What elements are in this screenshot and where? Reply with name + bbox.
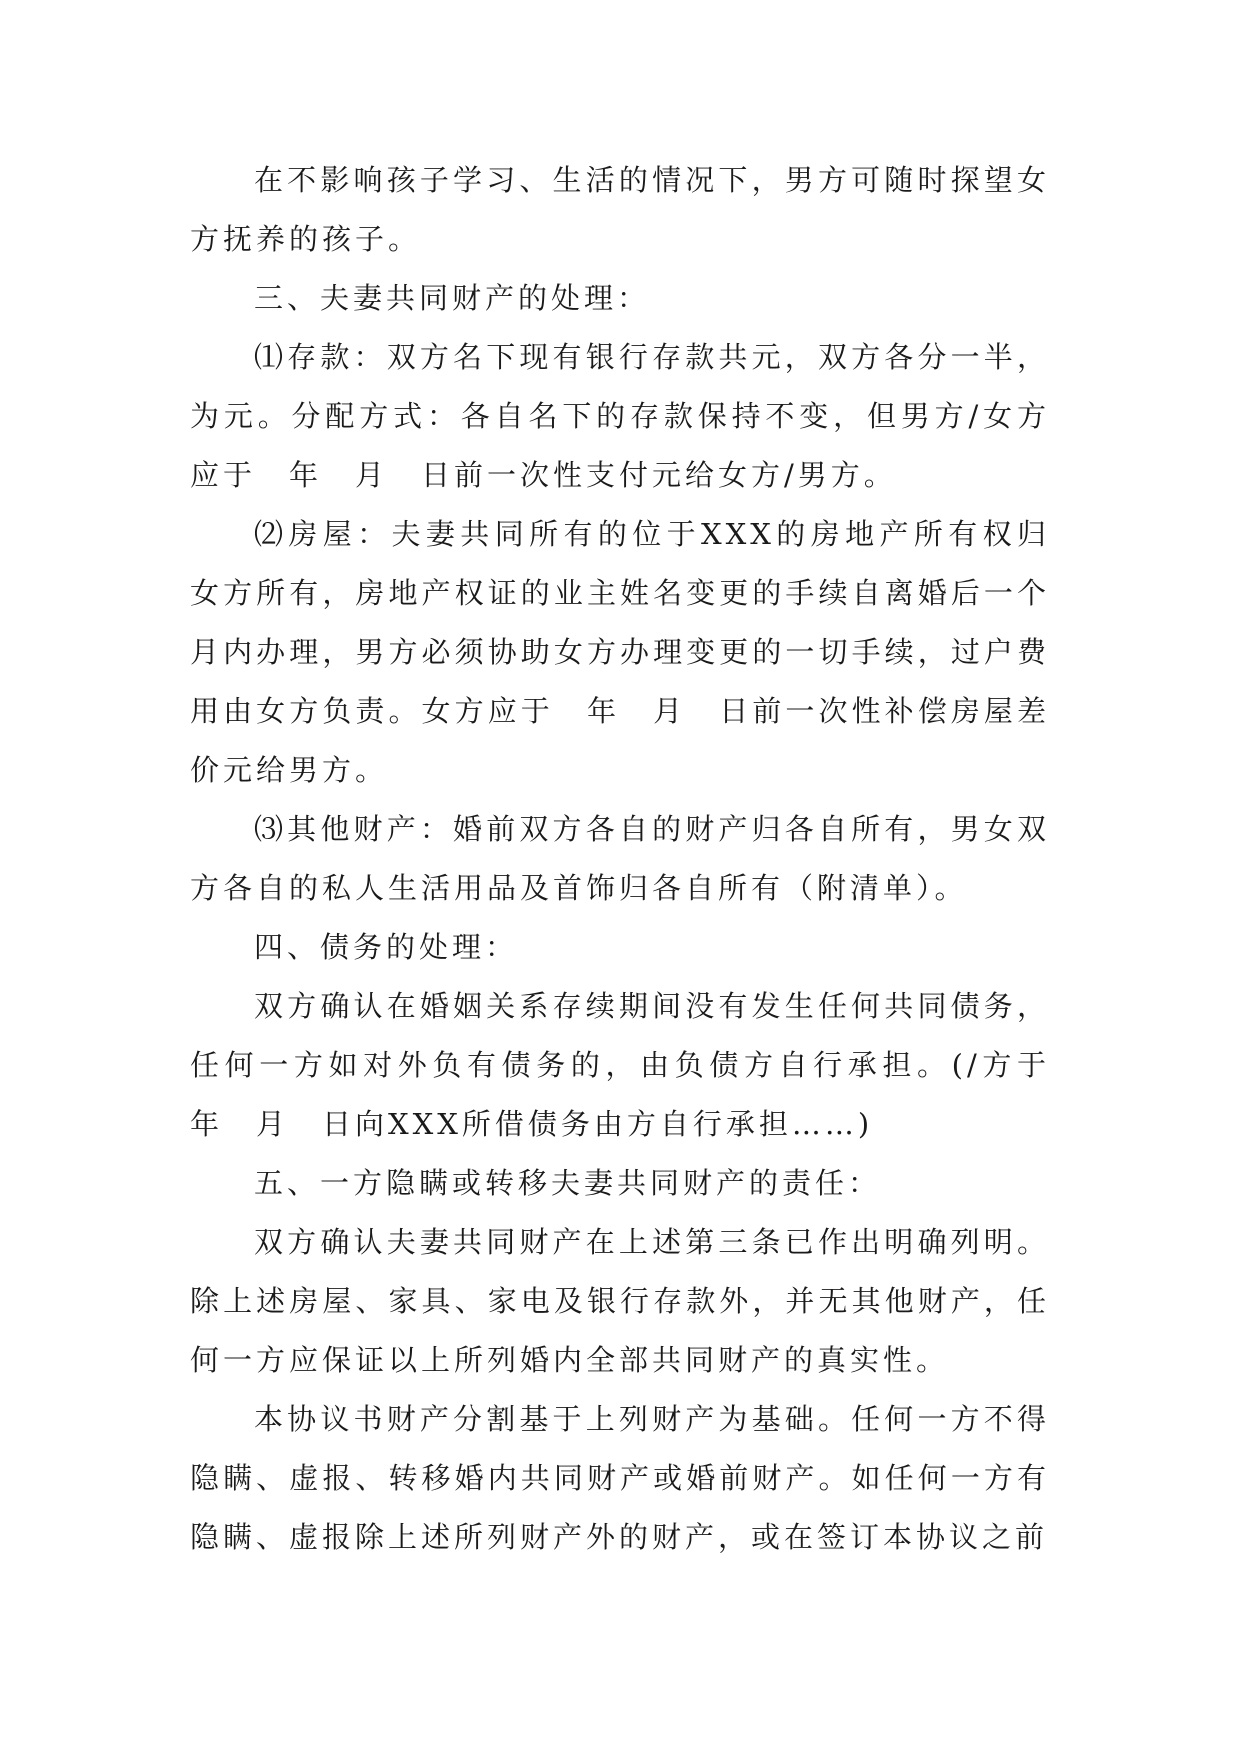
document-body	[190, 151, 1084, 1567]
paragraph-other-property: ⑶其他财产：婚前双方各自的财产归各自所有，男女双方各自的私人生活用品及首饰归各自所有（附清单）。	[190, 812, 1050, 905]
paragraph-property-confirmation: 双方确认夫妻共同财产在上述第三条已作出明确列明。除上述房屋、家具、家电及银行存款外，并无其他财产，任何一方应保证以上所列婚内全部共同财产的真实性。	[190, 1225, 1050, 1377]
heading-concealment-liability: 五、一方隐瞒或转移夫妻共同财产的责任：	[254, 1166, 882, 1200]
heading-debts: 四、债务的处理：	[254, 930, 519, 964]
paragraph-debts: 双方确认在婚姻关系存续期间没有发生任何共同债务，任何一方如对外负有债务的，由负债方自行承担。(/方于 年 月 日向XXX所借债务由方自行承担……)	[190, 989, 1084, 1141]
heading-joint-property: 三、夫妻共同财产的处理：	[254, 281, 651, 315]
paragraph-deposits: ⑴存款：双方名下现有银行存款共元，双方各分一半，为元。分配方式：各自名下的存款保持不变，但男方/女方应于 年 月 日前一次性支付元给女方/男方。	[190, 340, 1050, 492]
paragraph-division-basis: 本协议书财产分割基于上列财产为基础。任何一方不得隐瞒、虚报、转移婚内共同财产或婚前财产。如任何一方有隐瞒、虚报除上述所列财产外的财产，或在签订本协议之前	[190, 1402, 1050, 1554]
paragraph-house: ⑵房屋：夫妻共同所有的位于XXX的房地产所有权归女方所有，房地产权证的业主姓名变更的手续自离婚后一个月内办理，男方必须协助女方办理变更的一切手续，过户费用由女方负责。女方应于 年 月 日前一次性补偿房屋差价元给男方。	[190, 517, 1050, 787]
paragraph-visitation: 在不影响孩子学习、生活的情况下，男方可随时探望女方抚养的孩子。	[190, 163, 1050, 256]
